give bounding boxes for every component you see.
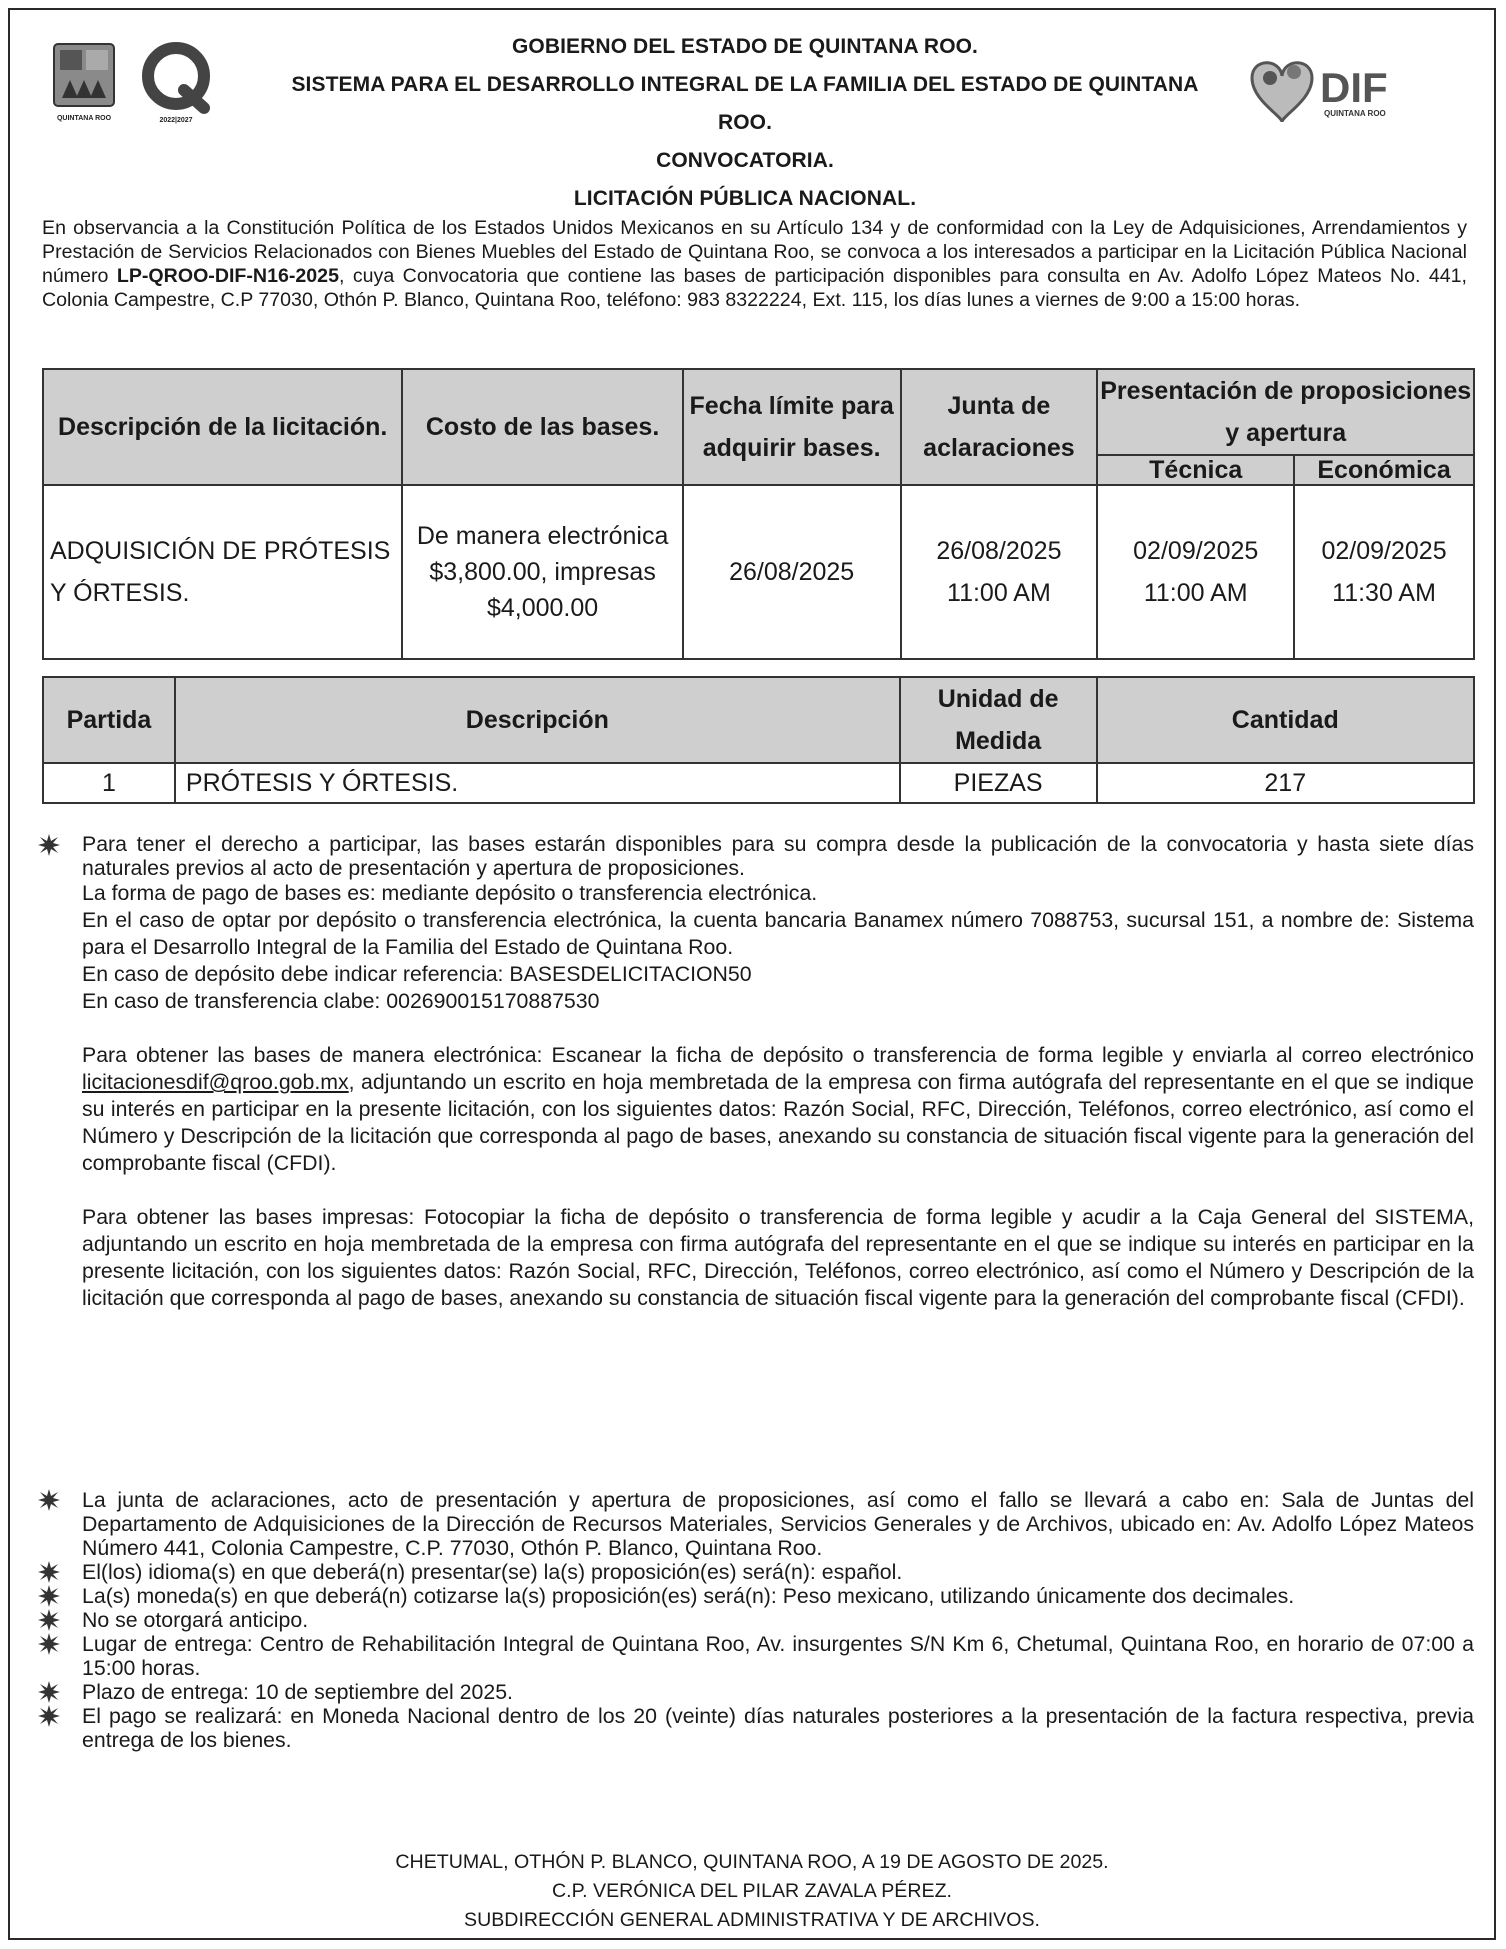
dif-logo bbox=[1240, 38, 1415, 138]
bullet-text: No se otorgará anticipo. bbox=[82, 1608, 309, 1632]
starburst-bullet-icon bbox=[38, 1609, 60, 1631]
td-junta bbox=[901, 485, 1098, 659]
td-economica bbox=[1294, 485, 1474, 659]
bullet-item bbox=[82, 1608, 1474, 1632]
th-descripcion-partida: Descripción bbox=[175, 677, 900, 763]
starburst-bullet-icon bbox=[38, 1585, 60, 1607]
td-partida: 1 bbox=[43, 763, 175, 803]
header bbox=[10, 20, 1494, 215]
bullet-item bbox=[82, 1632, 1474, 1680]
intro-part-2: , cuya Convocatoria que contiene las bases de participación disponibles para consulta en Av. Adolfo López Mateos No. 441, Colonia Campestre, C.P 77030, Othón P. Blanco, Quintana Roo, teléfono: 983 8322224, Ext. 115, los días lunes a viernes de 9:00 a 15:00 horas. bbox=[42, 265, 1467, 311]
logo-right-text: DIF bbox=[1320, 64, 1388, 111]
licitacion-table bbox=[42, 368, 1475, 660]
bullet-text: La junta de aclaraciones, acto de presentación y apertura de proposiciones, así como el fallo se llevará a cabo en: Sala de Juntas del Departamento de Adquisiciones de la Dirección de Recursos Materiales, Servicios Generales y de Archivos, ubicado en: Av. Adolfo López Mateos Número 441, Colonia Campestre, C.P. 77030, Othón P. Blanco, Quintana Roo. bbox=[82, 1488, 1474, 1560]
th-junta: Junta de aclaraciones bbox=[901, 369, 1098, 485]
footer-department: SUBDIRECCIÓN GENERAL ADMINISTRATIVA Y DE ARCHIVOS. bbox=[464, 1909, 1040, 1931]
title-line-3: ROO. bbox=[717, 111, 773, 134]
economica-hora: 11:30 AM bbox=[1332, 579, 1436, 607]
title-line-4: CONVOCATORIA. bbox=[656, 149, 834, 172]
logo-mid-text: 2022|2027 bbox=[159, 117, 193, 124]
clabe-text: En caso de transferencia clabe: 002690015170887530 bbox=[82, 989, 600, 1013]
footer-place-date: CHETUMAL, OTHÓN P. BLANCO, QUINTANA ROO, A 19 DE AGOSTO DE 2025. bbox=[395, 1851, 1109, 1873]
convocatoria-page bbox=[8, 8, 1496, 1940]
email-link[interactable]: licitacionesdif@qroo.gob.mx bbox=[82, 1070, 349, 1094]
starburst-bullet-icon bbox=[38, 1561, 60, 1583]
th-presentacion: Presentación de proposiciones y apertura bbox=[1097, 369, 1474, 455]
th-cantidad: Cantidad bbox=[1097, 677, 1474, 763]
bullet-item bbox=[82, 1680, 1474, 1704]
bullet-text: El pago se realizará: en Moneda Nacional dentro de los 20 (veinte) días naturales posteriores a la presentación de la factura respectiva, previa entrega de los bienes. bbox=[82, 1704, 1474, 1752]
th-economica: Económica bbox=[1294, 455, 1474, 485]
starburst-bullet-icon bbox=[38, 1489, 60, 1511]
td-fecha-limite: 26/08/2025 bbox=[683, 485, 901, 659]
td-costo: De manera electrónica $3,800.00, impresas $4,000.00 bbox=[402, 485, 682, 659]
tecnica-hora: 11:00 AM bbox=[1143, 579, 1248, 607]
bullet-text: La(s) moneda(s) en que deberá(n) cotizarse la(s) proposición(es) será(n): Peso mexicano, utilizando únicamente dos decimales. bbox=[82, 1584, 1295, 1608]
logo-right-sub: QUINTANA ROO bbox=[1324, 109, 1386, 118]
bullet-item bbox=[82, 1584, 1474, 1608]
bases-electronicas-part-2: , adjuntando un escrito en hoja membretada de la empresa con firma autógrafa del representante en el que se indique su interés en participar en la presente licitación, con los siguientes datos: Razón Social, RFC, Dirección, Teléfonos, correo electrónico, así como el Número y Descripción de la licitación que corresponda al pago de bases, anexando su constancia de situación fiscal vigente para la generación del comprobante fiscal (CFDI). bbox=[82, 1070, 1474, 1175]
quintana-roo-shield-logo bbox=[48, 40, 120, 128]
th-costo: Costo de las bases. bbox=[402, 369, 682, 485]
th-tecnica: Técnica bbox=[1097, 455, 1294, 485]
td-cantidad: 217 bbox=[1097, 763, 1474, 803]
intro-part-1: En observancia a la Constitución Política de los Estados Unidos Mexicanos en su Artículo 134 y de conformidad con la Ley de Adquisiciones, Arrendamientos y Prestación de Servicios Relacionados con Bienes Muebles del Estado de Quintana Roo, se convoca a los interesados a participar en la Licitación Pública Nacional número bbox=[42, 217, 1467, 287]
economica-fecha: 02/09/2025 bbox=[1321, 537, 1447, 565]
logo-left-text: QUINTANA ROO bbox=[56, 115, 112, 122]
td-tecnica bbox=[1097, 485, 1294, 659]
bullet-text: Plazo de entrega: 10 de septiembre del 2025. bbox=[82, 1680, 513, 1704]
forma-pago-text: La forma de pago de bases es: mediante depósito o transferencia electrónica. bbox=[82, 881, 818, 905]
td-descripcion: ADQUISICIÓN DE PRÓTESIS Y ÓRTESIS. bbox=[43, 485, 402, 659]
title-line-5: LICITACIÓN PÚBLICA NACIONAL. bbox=[573, 187, 917, 210]
bullet-text: El(los) idioma(s) en que deberá(n) presentar(se) la(s) proposición(es) será(n): español. bbox=[82, 1560, 903, 1584]
starburst-bullet-icon bbox=[38, 1705, 60, 1727]
starburst-bullet-icon bbox=[38, 1681, 60, 1703]
th-partida: Partida bbox=[43, 677, 175, 763]
th-fecha-limite: Fecha límite para adquirir bases. bbox=[683, 369, 901, 485]
starburst-bullet-icon bbox=[38, 1633, 60, 1655]
conditions-body bbox=[82, 832, 1474, 1312]
title-line-2: SISTEMA PARA EL DESARROLLO INTEGRAL DE LA FAMILIA DEL ESTADO DE QUINTANA bbox=[291, 73, 1199, 96]
bases-electronicas-text bbox=[82, 1042, 1474, 1177]
bullet-item bbox=[82, 1704, 1474, 1752]
licitacion-number: LP-QROO-DIF-N16-2025 bbox=[116, 265, 339, 287]
partidas-table bbox=[42, 676, 1475, 804]
government-q-logo bbox=[132, 38, 220, 126]
starburst-bullet-icon bbox=[38, 834, 60, 856]
cuenta-bancaria-text: En el caso de optar por depósito o transferencia electrónica, la cuenta bancaria Banamex número 7088753, sucursal 151, a nombre de: Sistema para el Desarrollo Integral de la Familia del Estado de Quintana Roo. bbox=[82, 908, 1474, 959]
bullet-text: Lugar de entrega: Centro de Rehabilitación Integral de Quintana Roo, Av. insurgentes S/N Km 6, Chetumal, Quintana Roo, en horario de 07:00 a 15:00 horas. bbox=[82, 1632, 1474, 1680]
intro-paragraph bbox=[42, 216, 1467, 312]
bullet-list bbox=[82, 1488, 1474, 1752]
header-titles bbox=[240, 28, 1250, 218]
td-unidad: PIEZAS bbox=[900, 763, 1097, 803]
footer bbox=[10, 1848, 1494, 1935]
bullet-item bbox=[82, 1488, 1474, 1560]
bullet-item bbox=[82, 1560, 1474, 1584]
bases-impresas-text: Para obtener las bases impresas: Fotocopiar la ficha de depósito o transferencia de forma legible y acudir a la Caja General del SISTEMA, adjuntando un escrito en hoja membretada de la empresa con firma autógrafa del representante en el que se indique su interés en participar en la presente licitación, con los siguientes datos: Razón Social, RFC, Dirección, Teléfonos, correo electrónico, así como el Número y Descripción de la licitación que corresponda al pago de bases, anexando su constancia de situación fiscal vigente para la generación del comprobante fiscal (CFDI). bbox=[82, 1205, 1474, 1310]
footer-signer: C.P. VERÓNICA DEL PILAR ZAVALA PÉREZ. bbox=[552, 1880, 952, 1902]
title-line-1: GOBIERNO DEL ESTADO DE QUINTANA ROO. bbox=[511, 35, 978, 58]
bullet-item bbox=[82, 832, 1474, 880]
th-unidad: Unidad de Medida bbox=[900, 677, 1097, 763]
referencia-text: En caso de depósito debe indicar referencia: BASESDELICITACION50 bbox=[82, 962, 752, 986]
bases-disponibles-text: Para tener el derecho a participar, las bases estarán disponibles para su compra desde la publicación de la convocatoria y hasta siete días naturales previos al acto de presentación y apertura de proposiciones. bbox=[82, 832, 1474, 880]
th-descripcion: Descripción de la licitación. bbox=[43, 369, 402, 485]
tecnica-fecha: 02/09/2025 bbox=[1133, 537, 1259, 565]
bases-electronicas-part-1: Para obtener las bases de manera electrónica: Escanear la ficha de depósito o transferencia de forma legible y enviarla al correo electrónico bbox=[82, 1043, 1474, 1067]
td-descripcion-partida: PRÓTESIS Y ÓRTESIS. bbox=[175, 763, 900, 803]
junta-fecha: 26/08/2025 bbox=[936, 537, 1062, 565]
junta-hora: 11:00 AM bbox=[947, 579, 1051, 607]
